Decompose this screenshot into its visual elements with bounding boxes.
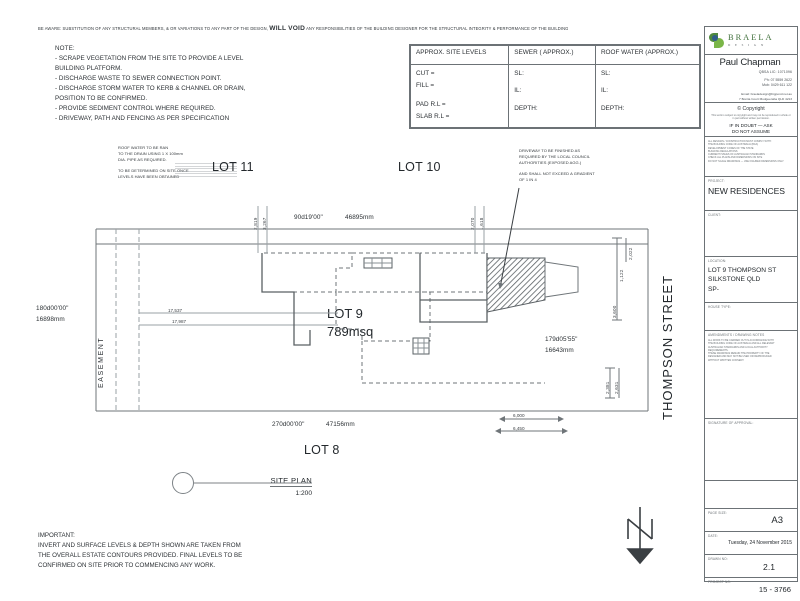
project-caption: PROJECT: xyxy=(708,179,725,183)
amendments-cell xyxy=(705,331,797,419)
signature-caption: SIGNATURE OF APPROVAL: xyxy=(708,421,754,425)
scale-marker-circle xyxy=(172,472,194,494)
client-caption: CLIENT: xyxy=(708,213,721,217)
offset-right-2631: 2,631 xyxy=(614,381,619,394)
compliance-line: CURRENT ISSUES OF AUSTRALIAN STANDARDS xyxy=(708,153,765,157)
compliance-line: CHECK ALL PLANS AND DIMENSIONS ON SITE xyxy=(708,156,763,160)
warning-will-void: WILL VOID xyxy=(269,25,306,32)
right-boundary-length: 16643mm xyxy=(545,347,574,354)
lot-9-area: 789msq xyxy=(327,323,374,339)
table-header-row xyxy=(411,46,700,65)
offset-bottom-6000: 6,000 xyxy=(513,413,525,418)
if-in-doubt-line2: DO NOT ASSUME xyxy=(731,129,771,135)
title-block xyxy=(704,26,798,594)
location-caption: LOCATION: xyxy=(708,259,727,263)
left-boundary-length: 16898mm xyxy=(36,316,65,323)
compliance-line: THE BUILDING CODE OF AUSTRALIA (BCA) xyxy=(708,143,759,147)
date-value: Tuesday, 24 November 2015 xyxy=(728,540,792,546)
cell-line: IL: xyxy=(514,87,522,95)
amendment-line: THE BUILDING CODE OF AUSTRALIA AND ALL RELEVANT xyxy=(708,342,775,346)
offset-right-2381: 2,381 xyxy=(605,381,610,394)
page-size-caption: PAGE SIZE: xyxy=(708,511,727,515)
designer-address: 7 Bonita Court Mudgeeraba QLD 4213 xyxy=(739,96,792,101)
designer-contact-cell xyxy=(705,55,797,103)
offset-left-a: 17,537 xyxy=(168,308,183,313)
roof-water-note-line: ROOF WATER TO BE RAN xyxy=(118,145,169,150)
note-line: - DISCHARGE WASTE TO SEWER CONNECTION POINT. xyxy=(55,74,222,82)
offset-top-right-a: 2,070 xyxy=(470,217,475,230)
copyright-icon: © xyxy=(737,106,742,112)
driveway-note xyxy=(519,148,659,183)
cell-line: PAD R.L = xyxy=(416,100,446,108)
top-boundary-length: 46895mm xyxy=(345,214,374,221)
building-outline xyxy=(262,253,487,345)
location-line-2: SILKSTONE QLD xyxy=(708,276,761,284)
driveway-note-line: AND SHALL NOT EXCEED A GRADIENT xyxy=(519,171,595,177)
driveway-leader xyxy=(500,188,519,288)
easement-zone xyxy=(116,229,139,411)
signature-cell xyxy=(705,419,797,481)
roof-water-note-line: TO BE DETERMINED ON SITE ONCE xyxy=(118,168,189,174)
project-number-value: 15 - 3766 xyxy=(758,585,791,594)
logo-wordmark: BRAELA xyxy=(728,33,774,43)
site-plan-title: SITE PLAN xyxy=(270,476,312,485)
amendments-caption: AMENDMENTS / DRAWING NOTES xyxy=(708,333,765,337)
cell-line: IL: xyxy=(600,87,609,95)
project-number-caption: PROJECT NO: xyxy=(708,580,732,584)
note-line: POSITION TO BE CONFIRMED. xyxy=(55,94,148,102)
cell-line: FILL = xyxy=(416,82,435,90)
site-plan-title-group xyxy=(252,470,312,497)
roof-water-note-line: DIA. PIPE AS REQUIRED. xyxy=(118,157,167,163)
lot-11-label: LOT 11 xyxy=(212,160,254,174)
driveway-note-line: DRIVEWAY TO BE FINISHED AS xyxy=(519,148,581,153)
date-cell xyxy=(705,532,797,555)
drawing-number-value: 2.1 xyxy=(763,562,775,572)
step-element xyxy=(413,338,429,354)
copyright-line xyxy=(708,106,794,112)
compliance-line: DO NOT SCALE DRAWINGS — USE FIGURED DIMENSIONS ONLY xyxy=(708,159,784,163)
important-line: THE OVERALL ESTATE CONTOURS PROVIDED. FINAL LEVELS TO BE xyxy=(38,551,243,559)
approx-levels-table xyxy=(409,44,701,129)
compliance-line: BUILDING REGULATIONS xyxy=(708,149,738,153)
cell-line: DEPTH: xyxy=(514,104,538,112)
note-line: - SCRAPE VEGETATION FROM THE SITE TO PROVIDE A LEVEL xyxy=(55,54,244,62)
project-number-cell xyxy=(705,578,797,601)
braela-leaf-icon xyxy=(709,32,726,49)
important-note-block xyxy=(38,531,338,571)
location-cell xyxy=(705,257,797,303)
offset-left-b: 17,987 xyxy=(172,319,187,324)
offset-top-right-b: 1,618 xyxy=(479,217,484,230)
house-type-caption: HOUSE TYPE: xyxy=(708,305,732,309)
compliance-notes-cell xyxy=(705,137,797,177)
page-size-cell xyxy=(705,509,797,532)
bottom-offset-dims xyxy=(496,419,567,431)
copyright-text: Copyright xyxy=(742,106,765,112)
col-header-roof-water: ROOF WATER (APPROX.) xyxy=(595,46,699,65)
designer-email: Email: braeladesign@bigpond.net.au xyxy=(741,92,792,97)
cell-line: DEPTH: xyxy=(600,104,625,112)
offset-right-3600: 3,600 xyxy=(612,305,617,318)
cell-line: CUT = xyxy=(416,70,435,77)
col-header-sewer: SEWER ( APPROX.) xyxy=(509,46,596,65)
right-boundary-bearing: 179d05'55" xyxy=(545,336,578,343)
offset-right-2022: 2,022 xyxy=(628,247,633,260)
structural-warning-strip xyxy=(38,26,714,33)
general-notes-block xyxy=(55,44,355,124)
important-line: CONFIRMED ON SITE PRIOR TO COMMENCING ANY WORK. xyxy=(38,561,216,569)
offset-top-left-b: 3,267 xyxy=(262,217,267,230)
copyright-fineprint: This work is subject to copyright and may not be reproduced in whole or in part without written permission. xyxy=(711,114,791,121)
lot-9-label-group xyxy=(327,305,373,340)
date-caption: DATE: xyxy=(708,534,718,538)
cell-line: SL: xyxy=(600,70,611,77)
designer-name: Paul Chapman xyxy=(719,57,781,68)
amendment-line: AUSTRALIAN STANDARDS AND LOCAL AUTHORITY xyxy=(708,345,768,349)
project-value: NEW RESIDENCES xyxy=(708,186,785,196)
cell-site-levels xyxy=(411,65,509,128)
important-heading: IMPORTANT: xyxy=(38,532,75,539)
house-type-cell xyxy=(705,303,797,331)
compliance-line: DEVELOPMENT CODES OF THE STATE xyxy=(708,146,754,150)
drawing-number-cell xyxy=(705,555,797,578)
cell-line: SL: xyxy=(514,70,524,77)
drawing-number-caption: DRAWN NO: xyxy=(708,557,728,561)
easement-label: EASEMENT xyxy=(98,336,105,388)
logo-subtext: D E S I G N xyxy=(728,42,766,47)
designer-licence: QBSA LIC: 1071096 xyxy=(758,69,792,74)
driveway-note-line: AUTHORITIES (EXPOSED AGG.) xyxy=(519,160,582,166)
house-footprint xyxy=(262,253,545,383)
bottom-boundary-length: 47156mm xyxy=(326,421,355,428)
notes-heading: NOTE: xyxy=(55,45,75,52)
lot-10-label: LOT 10 xyxy=(398,160,441,174)
note-line: - PROVIDE SEDIMENT CONTROL WHERE REQUIRED. xyxy=(55,104,216,112)
thompson-street-label: THOMPSON STREET xyxy=(660,274,675,420)
offset-top-left-a: 2,819 xyxy=(253,217,258,230)
north-arrow-icon xyxy=(614,505,666,567)
project-cell xyxy=(705,177,797,211)
warning-post-text: ANY RESPONSIBILITIES OF THE BUILDING DESIGNER FOR THE STRUCTURAL INTEGRITY & PERFORMANCE OF THE BUILDING xyxy=(306,26,569,31)
lot-8-label: LOT 8 xyxy=(304,443,340,457)
note-line: BUILDING PLATFORM. xyxy=(55,64,123,72)
amendment-line: WITHOUT WRITTEN CONSENT. xyxy=(708,358,745,362)
offset-bottom-6450: 6,450 xyxy=(513,426,525,431)
left-setback-dims xyxy=(139,313,338,325)
driveway-note-line: OF 1 IN 4 xyxy=(519,177,537,183)
offset-right-1122: 1,122 xyxy=(619,269,624,282)
amendment-line: DESIGNER AND MAY NOT BE USED OR REPRODUCED xyxy=(708,355,772,359)
page-size-value: A3 xyxy=(771,515,783,526)
note-line: - DISCHARGE STORM WATER TO KERB & CHANNEL OR DRAIN, xyxy=(55,84,246,92)
lot-9-name: LOT 9 xyxy=(327,306,363,321)
amendment-line: ALL WORK TO BE CARRIED OUT IN ACCORDANCE WITH xyxy=(708,339,774,342)
col-header-site-levels: APPROX. SITE LEVELS xyxy=(411,46,509,65)
client-cell xyxy=(705,211,797,257)
location-line-3: SP- xyxy=(708,285,719,293)
table-row xyxy=(411,65,700,128)
driveway-note-line: REQUIRED BY THE LOCAL COUNCIL xyxy=(519,154,591,160)
note-line: - DRIVEWAY, PATH AND FENCING AS PER SPECIFICATION xyxy=(55,114,230,122)
important-line: INVERT AND SURFACE LEVELS & DEPTH SHOWN ARE TAKEN FROM xyxy=(38,541,241,549)
amendment-line: THESE DRAWINGS REMAIN THE PROPERTY OF THE xyxy=(708,352,770,356)
left-boundary-bearing: 180d00'00" xyxy=(36,305,69,312)
compliance-line: ALL DESIGNS / CONSTRUCTION MUST COMPLY WITH: xyxy=(708,140,772,143)
shed-box xyxy=(364,258,392,268)
titleblock-spacer xyxy=(705,481,797,509)
designer-mobile: Mob: 0429 611 122 xyxy=(762,82,792,87)
roof-water-note-line: LEVELS HAVE BEEN OBTAINED xyxy=(118,174,180,180)
amendment-line: REQUIREMENTS. xyxy=(708,348,729,352)
if-in-doubt-line1: IF IN DOUBT — ASK xyxy=(729,123,773,129)
company-logo xyxy=(705,27,797,55)
driveway-hatch xyxy=(487,258,578,312)
bottom-boundary-bearing: 270d00'00" xyxy=(272,421,305,428)
cell-sewer xyxy=(509,65,596,128)
cell-roof-water xyxy=(595,65,699,128)
designer-phone: Ph: 07 5559 2622 xyxy=(764,77,792,82)
location-line-1: LOT 9 THOMPSON ST xyxy=(708,267,777,274)
roof-water-note-line: TO THE DRAIN USING 1 X 100mm xyxy=(118,151,183,157)
top-boundary-bearing: 90d19'00" xyxy=(294,214,323,221)
cell-line: SLAB R.L = xyxy=(416,113,450,121)
copyright-cell xyxy=(705,103,797,137)
site-plan-scale: 1:200 xyxy=(295,489,312,497)
warning-pre-text: BE AWARE: SUBSTITUTION OF ANY STRUCTURAL MEMBERS, & OR VARIATIONS TO ANY PART OF THE DESIGN, xyxy=(38,26,269,31)
